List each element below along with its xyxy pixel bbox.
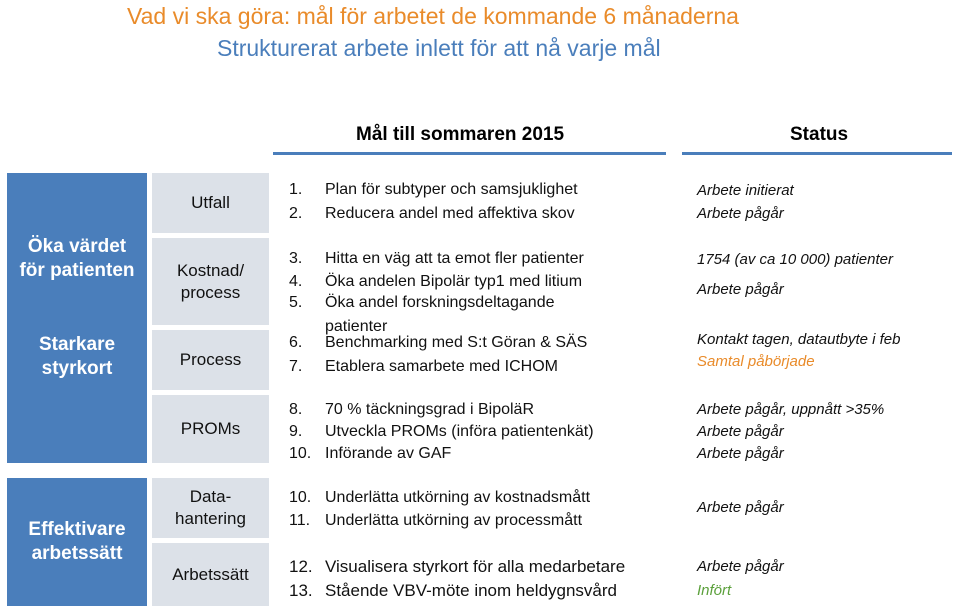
status-header: Status bbox=[790, 124, 849, 145]
status-text-started: Samtal påbörjade bbox=[697, 353, 815, 370]
goal-item-continuation: patienter bbox=[325, 318, 388, 335]
subcategory-cost-process bbox=[152, 238, 269, 325]
goals-header: Mål till sommaren 2015 bbox=[356, 124, 565, 145]
subcategory-process bbox=[152, 330, 269, 390]
goals-header-rule bbox=[273, 152, 666, 155]
subcategory-label: Kostnad/ process bbox=[176, 260, 245, 302]
goal-item: 3. Hitta en väg att ta emot fler patienter bbox=[289, 250, 584, 267]
goal-item: 11. Underlätta utkörning av processmått bbox=[289, 512, 583, 529]
subcategory-label: Arbetssätt bbox=[172, 564, 249, 584]
category-label: Öka värdet för patienten bbox=[19, 236, 135, 281]
status-text: Arbete pågår bbox=[697, 423, 784, 440]
subcategory-label: Data-hantering bbox=[175, 487, 246, 528]
goal-item: 2. Reducera andel med affektiva skov bbox=[289, 205, 575, 222]
slide-title: Vad vi ska göra: mål för arbetet de kommande 6 månaderna bbox=[127, 3, 739, 29]
status-text: Arbete pågår bbox=[697, 205, 784, 222]
status-text: Arbete initierat bbox=[697, 182, 794, 199]
goal-item: 4. Öka andelen Bipolär typ1 med litium bbox=[289, 273, 583, 290]
category-patient-value bbox=[7, 173, 147, 463]
category-label: Starkare styrkort bbox=[38, 334, 116, 379]
subcategory-outcome bbox=[152, 173, 269, 233]
status-text: Arbete pågår bbox=[697, 445, 784, 462]
subcategory-label: Process bbox=[179, 350, 242, 369]
goal-item: 8. 70 % täckningsgrad i BipoläR bbox=[289, 401, 535, 418]
status-text: Kontakt tagen, datautbyte i feb bbox=[697, 331, 901, 348]
subcategory-ways-of-working bbox=[152, 543, 269, 606]
goal-item: 12. Visualisera styrkort för alla medarbetare bbox=[289, 557, 626, 576]
goal-item: 1. Plan för subtyper och samsjuklighet bbox=[289, 181, 578, 198]
slide-subtitle: Strukturerat arbete inlett för att nå varje mål bbox=[217, 35, 661, 61]
category-label: Effektivare arbetssätt bbox=[28, 519, 126, 564]
subcategory-label: PROMs bbox=[180, 419, 241, 438]
status-text: Arbete pågår, uppnått >35% bbox=[697, 401, 885, 418]
goal-item: 13. Stående VBV-möte inom heldygnsvård bbox=[289, 581, 618, 600]
goal-item: 5. Öka andel forskningsdeltagande bbox=[289, 294, 555, 311]
goal-item: 9. Utveckla PROMs (införa patientenkät) bbox=[289, 423, 594, 440]
status-text: 1754 (av ca 10 000) patienter bbox=[697, 251, 893, 268]
goal-item: 6. Benchmarking med S:t Göran & SÄS bbox=[289, 334, 588, 351]
goal-item: 10. Införande av GAF bbox=[289, 445, 452, 462]
subcategory-data-handling bbox=[152, 478, 269, 538]
goal-item: 7. Etablera samarbete med ICHOM bbox=[289, 358, 558, 375]
status-text: Arbete pågår bbox=[697, 499, 784, 516]
subcategory-label: Utfall bbox=[191, 193, 230, 212]
status-text: Arbete pågår bbox=[697, 558, 784, 575]
status-header-rule bbox=[682, 152, 952, 155]
category-effective-work bbox=[7, 478, 147, 606]
subcategory-proms bbox=[152, 395, 269, 463]
goal-item: 10. Underlätta utkörning av kostnadsmått bbox=[289, 489, 591, 506]
status-text-done: Infört bbox=[697, 582, 732, 599]
status-text: Arbete pågår bbox=[697, 281, 784, 298]
